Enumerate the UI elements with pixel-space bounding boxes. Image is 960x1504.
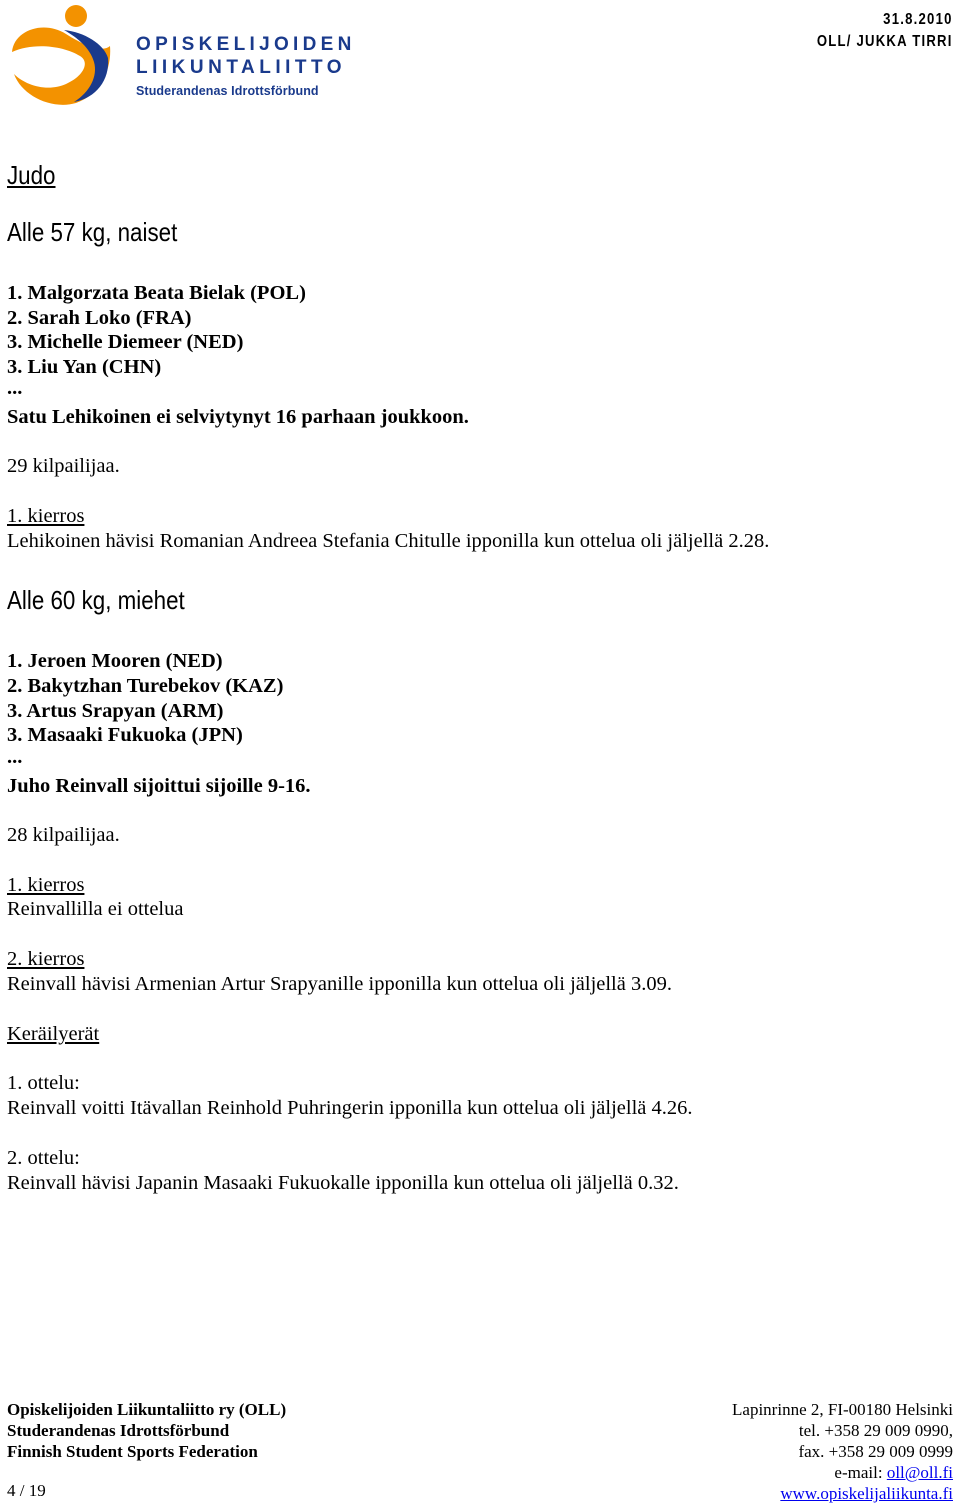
footer-phone: tel. +358 29 009 0990, (798, 1421, 953, 1440)
round-text: Lehikoinen hävisi Romanian Andreea Stefania Chitulle ipponilla kun ottelua oli jäljellä 2.28. (7, 530, 770, 552)
header-meta (787, 9, 953, 53)
result-line: 2. Sarah Loko (FRA) (7, 307, 192, 329)
result-line: 3. Michelle Diemeer (NED) (7, 331, 244, 353)
footer-org-english: Finnish Student Sports Federation (7, 1442, 258, 1461)
round-text: Reinvall hävisi Armenian Artur Srapyanille ipponilla kun ottelua oli jäljellä 3.09. (7, 973, 672, 995)
logo-line-3: Studerandenas Idrottsförbund (136, 84, 319, 98)
competitor-count: 28 kilpailijaa. (7, 824, 120, 846)
footer-organization (7, 1399, 286, 1462)
footer-email-line (732, 1462, 953, 1483)
footer-org-name: Opiskelijoiden Liikuntaliitto ry (OLL) (7, 1400, 287, 1419)
footer-fax: fax. +358 29 009 0999 (798, 1442, 953, 1461)
header-author: OLL/ JUKKA TIRRI (817, 33, 953, 50)
match-label: 1. ottelu: (7, 1072, 80, 1094)
round-label: 1. kierros (7, 505, 85, 527)
organization-logo (4, 0, 356, 106)
result-line: 1. Jeroen Mooren (NED) (7, 650, 223, 672)
section-heading-57kg: Alle 57 kg, naiset (7, 217, 178, 247)
ellipsis: ... (7, 377, 23, 399)
footer-address: Lapinrinne 2, FI-00180 Helsinki (732, 1400, 953, 1419)
result-line: 2. Bakytzhan Turebekov (KAZ) (7, 675, 284, 697)
ellipsis: ... (7, 746, 23, 768)
footer-org-swedish: Studerandenas Idrottsförbund (7, 1421, 230, 1440)
finnish-result: Juho Reinvall sijoittui sijoille 9-16. (7, 775, 311, 797)
logo-mark-icon (4, 0, 129, 106)
match-text: Reinvall voitti Itävallan Reinhold Puhringerin ipponilla kun ottelua oli jäljellä 4.26. (7, 1097, 693, 1119)
competitor-count: 29 kilpailijaa. (7, 455, 120, 477)
result-line: 3. Liu Yan (CHN) (7, 356, 162, 378)
logo-line-1: OPISKELIJOIDEN (136, 34, 356, 55)
result-line: 1. Malgorzata Beata Bielak (POL) (7, 282, 306, 304)
page-number: 4 / 19 (7, 1481, 46, 1500)
finnish-result: Satu Lehikoinen ei selviytynyt 16 parhaan joukkoon. (7, 406, 469, 428)
page-title: Judo (7, 160, 56, 190)
header-date: 31.8.2010 (883, 11, 953, 28)
round-label: 2. kierros (7, 948, 85, 970)
footer-contact (732, 1399, 953, 1504)
repechage-label: Keräilyerät (7, 1023, 100, 1045)
footer-email-label: e-mail: (834, 1463, 887, 1482)
logo-line-2: LIIKUNTALIITTO (136, 57, 347, 78)
match-text: Reinvall hävisi Japanin Masaaki Fukuokalle ipponilla kun ottelua oli jäljellä 0.32. (7, 1172, 679, 1194)
email-link[interactable]: oll@oll.fi (886, 1463, 953, 1482)
website-link[interactable]: www.opiskelijaliikunta.fi (780, 1484, 953, 1503)
result-line: 3. Masaaki Fukuoka (JPN) (7, 724, 243, 746)
match-label: 2. ottelu: (7, 1147, 80, 1169)
section-heading-60kg: Alle 60 kg, miehet (7, 585, 185, 615)
round-label: 1. kierros (7, 874, 85, 896)
round-text: Reinvallilla ei ottelua (7, 898, 184, 920)
result-line: 3. Artus Srapyan (ARM) (7, 700, 224, 722)
